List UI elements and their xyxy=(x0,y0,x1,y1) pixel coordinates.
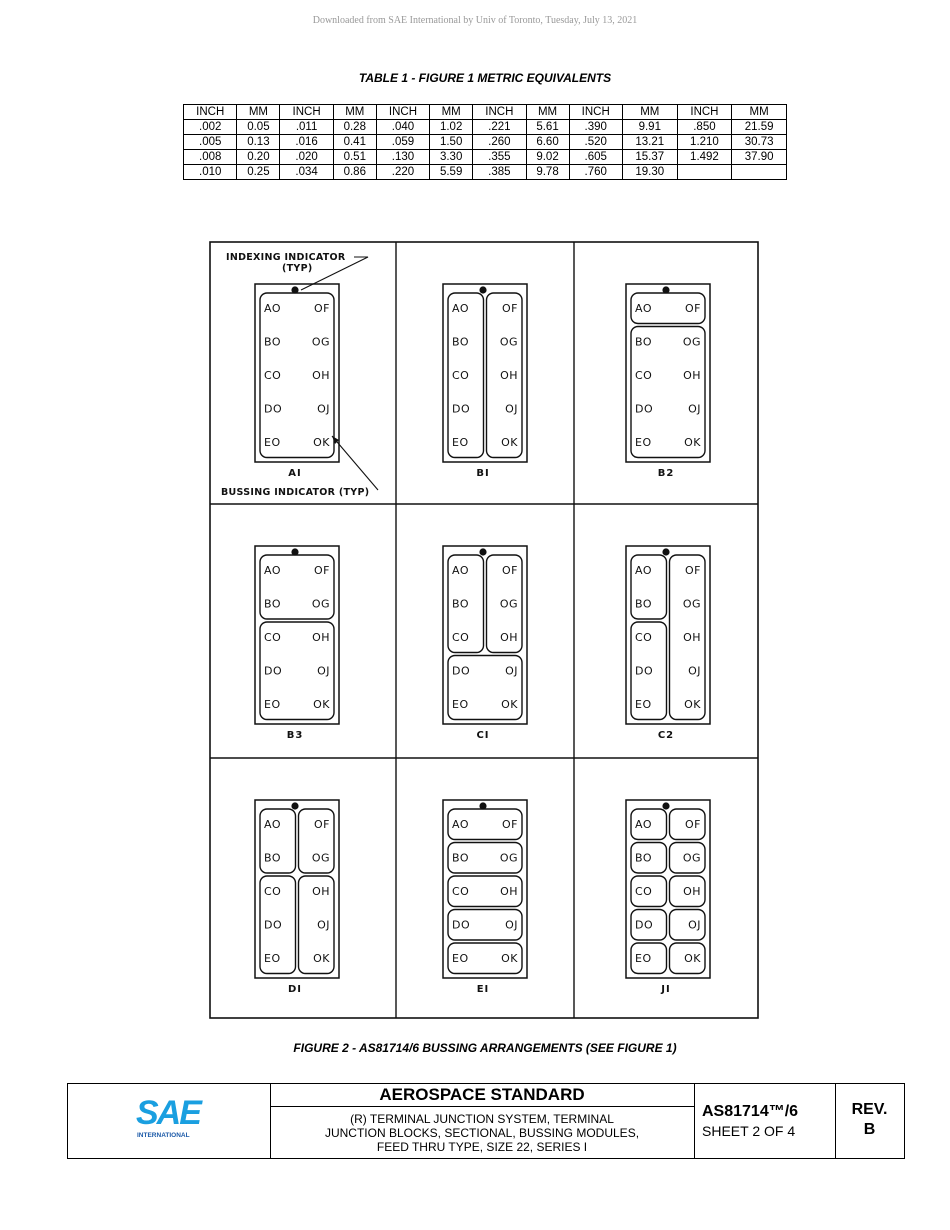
terminal-label-left: CO xyxy=(635,368,653,382)
column-header: MM xyxy=(526,105,569,120)
terminal-label-left: EO xyxy=(635,435,652,449)
table-cell: .005 xyxy=(184,135,237,150)
table-cell: 0.51 xyxy=(333,150,376,165)
revision-cell xyxy=(835,1084,904,1158)
table-cell: .002 xyxy=(184,120,237,135)
table-cell: 0.05 xyxy=(237,120,280,135)
standard-cell xyxy=(270,1084,695,1158)
table-cell: .020 xyxy=(280,150,333,165)
table-cell: 15.37 xyxy=(622,150,677,165)
table-cell: .385 xyxy=(473,165,526,180)
column-header: MM xyxy=(430,105,473,120)
terminal-label-right: OH xyxy=(312,884,330,898)
terminal-label-left: EO xyxy=(264,951,281,965)
column-header: INCH xyxy=(569,105,622,120)
terminal-label-right: OJ xyxy=(505,402,518,416)
terminal-label-left: DO xyxy=(264,918,283,932)
indexing-indicator-dot xyxy=(479,286,486,293)
table-row xyxy=(184,165,787,180)
terminal-label-right: OH xyxy=(500,884,518,898)
download-note: Downloaded from SAE International by Univ of Toronto, Tuesday, July 13, 2021 xyxy=(312,15,638,26)
terminal-label-left: AO xyxy=(452,301,469,315)
table-row xyxy=(184,135,787,150)
table-cell: .850 xyxy=(677,120,732,135)
terminal-label-left: DO xyxy=(264,402,283,416)
table-row xyxy=(184,120,787,135)
arrangement-label: AI xyxy=(288,468,302,479)
title-block xyxy=(67,1083,905,1159)
arrangement-label: B2 xyxy=(657,468,675,479)
table-row xyxy=(184,150,787,165)
column-header: MM xyxy=(732,105,787,120)
table-cell: .221 xyxy=(473,120,526,135)
terminal-label-right: OK xyxy=(313,697,330,711)
standard-type: AEROSPACE STANDARD xyxy=(270,1084,694,1107)
arrangement-label: DI xyxy=(287,984,303,995)
terminal-label-left: AO xyxy=(264,563,281,577)
figure-drawing xyxy=(208,240,760,1020)
arrangement-label: JI xyxy=(661,984,671,995)
terminal-label-left: CO xyxy=(452,884,470,898)
arrangement-label: EI xyxy=(476,984,490,995)
terminal-label-right: OG xyxy=(311,597,330,611)
terminal-label-left: EO xyxy=(452,951,469,965)
terminal-label-left: EO xyxy=(264,435,281,449)
terminal-label-left: BO xyxy=(635,335,653,349)
terminal-label-left: BO xyxy=(264,597,282,611)
indexing-indicator-dot xyxy=(479,548,486,555)
table-cell: 37.90 xyxy=(732,150,787,165)
table-cell: 5.59 xyxy=(430,165,473,180)
arrangement-label: B3 xyxy=(286,730,304,741)
terminal-label-right: OK xyxy=(313,951,330,965)
terminal-label-right: OG xyxy=(682,335,701,349)
table-cell: .016 xyxy=(280,135,333,150)
terminal-label-right: OF xyxy=(314,563,330,577)
terminal-label-right: OJ xyxy=(688,664,701,678)
terminal-label-right: OJ xyxy=(688,402,701,416)
terminal-label-right: OF xyxy=(314,301,330,315)
terminal-label-left: DO xyxy=(452,664,471,678)
table-cell: 1.02 xyxy=(430,120,473,135)
terminal-label-right: OG xyxy=(499,335,518,349)
column-header: INCH xyxy=(677,105,732,120)
terminal-label-right: OH xyxy=(500,630,518,644)
table-cell: .040 xyxy=(376,120,429,135)
terminal-label-left: CO xyxy=(264,884,282,898)
table-cell: .260 xyxy=(473,135,526,150)
terminal-label-left: DO xyxy=(635,664,654,678)
column-header: INCH xyxy=(184,105,237,120)
table-cell: .520 xyxy=(569,135,622,150)
table-cell: .220 xyxy=(376,165,429,180)
logo-international-text: INTERNATIONAL xyxy=(137,1132,190,1139)
table-cell: 0.41 xyxy=(333,135,376,150)
terminal-label-left: AO xyxy=(264,301,281,315)
terminal-label-right: OJ xyxy=(505,918,518,932)
column-header: MM xyxy=(237,105,280,120)
arrangement-label: CI xyxy=(476,730,490,741)
terminal-label-left: EO xyxy=(264,697,281,711)
terminal-label-right: OJ xyxy=(505,664,518,678)
metric-equivalents-table xyxy=(183,104,787,180)
terminal-label-left: AO xyxy=(452,817,469,831)
terminal-label-right: OK xyxy=(501,435,518,449)
column-header: INCH xyxy=(473,105,526,120)
terminal-label-left: CO xyxy=(452,368,470,382)
terminal-label-left: DO xyxy=(264,664,283,678)
table-cell: .605 xyxy=(569,150,622,165)
column-header: MM xyxy=(333,105,376,120)
terminal-label-right: OG xyxy=(499,597,518,611)
table-cell: 0.20 xyxy=(237,150,280,165)
terminal-label-left: BO xyxy=(635,597,653,611)
table-cell: .390 xyxy=(569,120,622,135)
indexing-indicator-label: (TYP) xyxy=(282,263,313,274)
bussing-indicator-label: BUSSING INDICATOR (TYP) xyxy=(221,487,370,498)
terminal-label-right: OG xyxy=(682,851,701,865)
table-cell: .011 xyxy=(280,120,333,135)
terminal-label-right: OK xyxy=(501,951,518,965)
table-cell: .010 xyxy=(184,165,237,180)
arrangement-label: BI xyxy=(476,468,490,479)
table-cell: 1.492 xyxy=(677,150,732,165)
terminal-label-right: OF xyxy=(685,301,701,315)
description-line: JUNCTION BLOCKS, SECTIONAL, BUSSING MODULES, xyxy=(324,1126,640,1140)
terminal-label-right: OF xyxy=(314,817,330,831)
terminal-label-right: OH xyxy=(312,630,330,644)
terminal-label-right: OF xyxy=(685,817,701,831)
terminal-label-left: CO xyxy=(635,630,653,644)
terminal-label-left: DO xyxy=(452,402,471,416)
terminal-label-right: OK xyxy=(684,697,701,711)
table-title: TABLE 1 - FIGURE 1 METRIC EQUIVALENTS xyxy=(358,71,612,85)
table-cell: 30.73 xyxy=(732,135,787,150)
terminal-label-right: OH xyxy=(683,884,701,898)
terminal-label-left: BO xyxy=(452,597,470,611)
sae-logo xyxy=(136,1095,204,1139)
table-cell: 9.02 xyxy=(526,150,569,165)
terminal-label-left: BO xyxy=(452,851,470,865)
terminal-label-left: CO xyxy=(264,368,282,382)
description-line: (R) TERMINAL JUNCTION SYSTEM, TERMINAL xyxy=(350,1112,614,1126)
column-header: INCH xyxy=(376,105,429,120)
revision-value: B xyxy=(863,1121,876,1138)
terminal-label-left: CO xyxy=(264,630,282,644)
table-header-row xyxy=(184,105,787,120)
column-header: INCH xyxy=(280,105,333,120)
table-cell: 0.25 xyxy=(237,165,280,180)
table-cell: .059 xyxy=(376,135,429,150)
table-cell: .130 xyxy=(376,150,429,165)
table-cell: .008 xyxy=(184,150,237,165)
terminal-label-left: EO xyxy=(635,697,652,711)
table-cell: 6.60 xyxy=(526,135,569,150)
terminal-label-left: DO xyxy=(635,402,654,416)
document-number: AS81714™/6 xyxy=(702,1103,799,1120)
indexing-indicator-dot xyxy=(291,802,298,809)
terminal-label-right: OF xyxy=(685,563,701,577)
terminal-label-right: OH xyxy=(312,368,330,382)
terminal-label-right: OJ xyxy=(317,402,330,416)
figure-caption: FIGURE 2 - AS81714/6 BUSSING ARRANGEMENTS (SEE FIGURE 1) xyxy=(293,1041,677,1055)
sheet-number: SHEET 2 OF 4 xyxy=(702,1123,796,1139)
terminal-label-right: OF xyxy=(502,817,518,831)
terminal-label-right: OG xyxy=(499,851,518,865)
terminal-label-left: DO xyxy=(452,918,471,932)
terminal-label-left: CO xyxy=(635,884,653,898)
table-cell: 3.30 xyxy=(430,150,473,165)
terminal-label-right: OG xyxy=(311,851,330,865)
table-cell: 0.86 xyxy=(333,165,376,180)
terminal-label-left: AO xyxy=(635,817,652,831)
table-cell: 21.59 xyxy=(732,120,787,135)
terminal-label-left: BO xyxy=(635,851,653,865)
table-cell: 9.78 xyxy=(526,165,569,180)
terminal-label-left: EO xyxy=(452,697,469,711)
column-header: MM xyxy=(622,105,677,120)
table-cell xyxy=(677,165,732,180)
table-cell: 1.50 xyxy=(430,135,473,150)
description-line: FEED THRU TYPE, SIZE 22, SERIES I xyxy=(376,1140,588,1154)
terminal-label-left: CO xyxy=(452,630,470,644)
logo-sae-text: SAE xyxy=(136,1095,200,1132)
table-cell xyxy=(732,165,787,180)
revision-label: REV. xyxy=(851,1101,888,1118)
terminal-label-left: AO xyxy=(264,817,281,831)
table-cell: 1.210 xyxy=(677,135,732,150)
table-cell: .355 xyxy=(473,150,526,165)
terminal-label-right: OF xyxy=(502,301,518,315)
table-cell: 0.13 xyxy=(237,135,280,150)
terminal-label-right: OH xyxy=(500,368,518,382)
table-cell: .760 xyxy=(569,165,622,180)
terminal-label-right: OJ xyxy=(317,918,330,932)
terminal-label-right: OH xyxy=(683,368,701,382)
indexing-indicator-dot xyxy=(662,548,669,555)
terminal-label-right: OH xyxy=(683,630,701,644)
arrangement-label: C2 xyxy=(657,730,675,741)
terminal-label-left: AO xyxy=(452,563,469,577)
terminal-label-left: BO xyxy=(264,851,282,865)
terminal-label-left: AO xyxy=(635,301,652,315)
terminal-label-right: OJ xyxy=(317,664,330,678)
terminal-label-left: DO xyxy=(635,918,654,932)
table-cell: 9.91 xyxy=(622,120,677,135)
terminal-label-left: BO xyxy=(264,335,282,349)
document-description xyxy=(270,1107,694,1154)
indexing-indicator-dot xyxy=(662,802,669,809)
table-body xyxy=(184,120,787,180)
terminal-label-left: EO xyxy=(635,951,652,965)
table-cell: .034 xyxy=(280,165,333,180)
terminal-label-left: BO xyxy=(452,335,470,349)
logo-cell xyxy=(68,1084,271,1158)
terminal-label-right: OK xyxy=(684,951,701,965)
terminal-label-right: OK xyxy=(313,435,330,449)
terminal-label-right: OG xyxy=(311,335,330,349)
bussing-arrow xyxy=(332,436,378,490)
terminal-label-left: EO xyxy=(452,435,469,449)
terminal-label-right: OG xyxy=(682,597,701,611)
table-cell: 19.30 xyxy=(622,165,677,180)
table-cell: 5.61 xyxy=(526,120,569,135)
terminal-label-left: AO xyxy=(635,563,652,577)
terminal-label-right: OJ xyxy=(688,918,701,932)
indexing-indicator-label: INDEXING INDICATOR xyxy=(226,252,346,263)
terminal-label-right: OK xyxy=(684,435,701,449)
terminal-label-right: OK xyxy=(501,697,518,711)
bussing-arrangements-figure xyxy=(208,240,760,1020)
document-number-cell xyxy=(694,1084,836,1158)
table-cell: 0.28 xyxy=(333,120,376,135)
table-cell: 13.21 xyxy=(622,135,677,150)
terminal-label-right: OF xyxy=(502,563,518,577)
